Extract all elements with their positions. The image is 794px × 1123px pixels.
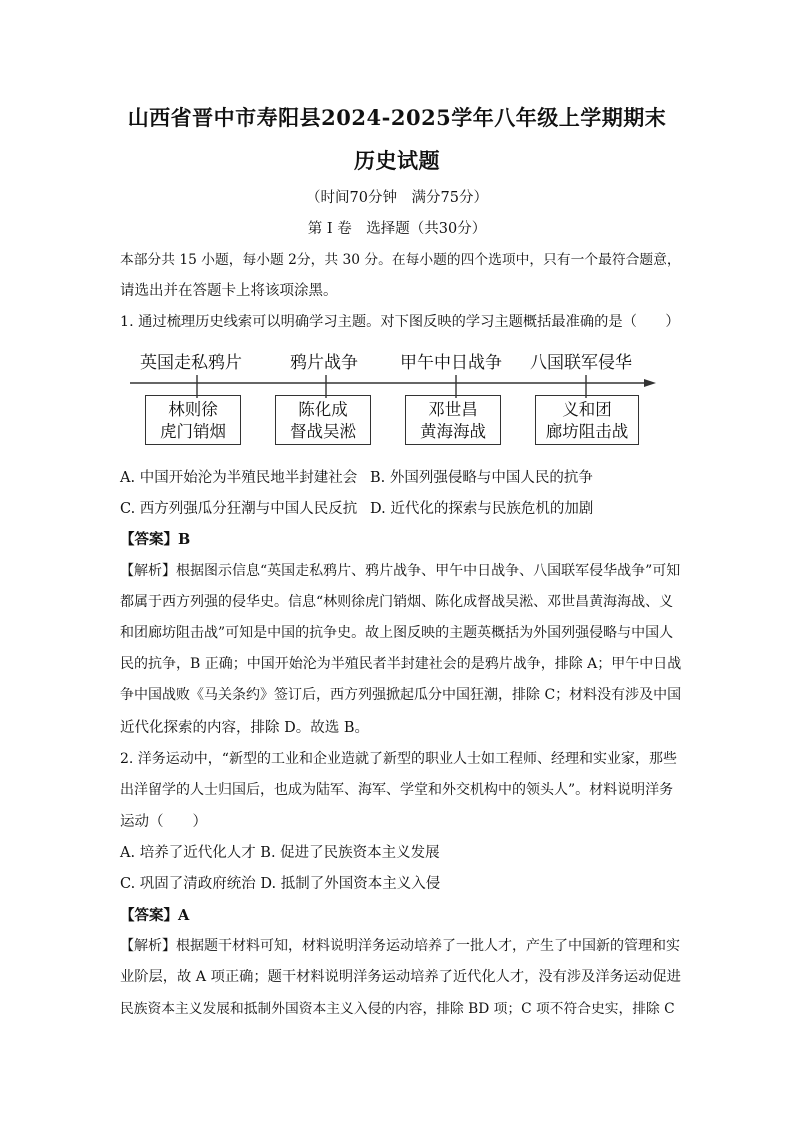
q1-analysis-line: 【解析】根据图示信息“英国走私鸦片、鸦片战争、甲午中日战争、八国联军侵华战争”可知 <box>120 563 681 579</box>
q2-options-ab: A. 培养了近代化人才 B. 促进了民族资本主义发展 <box>120 845 440 861</box>
q1-analysis-line: 都属于西方列强的侵华史。信息“林则徐虎门销烟、陈化成督战吴淞、邓世昌黄海海战、义 <box>120 594 674 610</box>
q1-answer: 【答案】B <box>120 531 191 548</box>
q2-analysis-line: 民族资本主义发展和抵制外国资本主义入侵的内容，排除 BD 项；C 项不符合史实，排除 C <box>120 1001 675 1017</box>
timeline-event: 英国走私鸦片 <box>140 353 242 373</box>
timeline-box <box>405 395 501 445</box>
timeline-box-event: 虎门销烟 <box>160 422 226 441</box>
timeline-event: 八国联军侵华 <box>530 353 632 373</box>
q2-answer: 【答案】A <box>120 907 190 924</box>
q2-stem-line: 运动（ ） <box>120 814 207 830</box>
timeline-arrow-icon <box>644 379 656 387</box>
q1-analysis-line: 和团廊坊阻击战”可知是中国的抗争史。故上图反映的主题英概括为外国列强侵略与中国人 <box>120 625 674 641</box>
q2-analysis-line: 业阶层，故 A 项正确；题干材料说明洋务运动培养了近代化人才，没有涉及洋务运动促进 <box>120 969 681 985</box>
timeline-box-person: 邓世昌 <box>428 400 478 419</box>
timeline-event: 鸦片战争 <box>290 353 358 373</box>
q1-options-row <box>120 497 593 518</box>
q2-analysis-line: 【解析】根据题干材料可知，材料说明洋务运动培养了一批人才，产生了中国新的管理和实 <box>120 938 680 954</box>
exam-title: 山西省晋中市寿阳县2024-2025学年八年级上学期期末 <box>127 105 667 130</box>
timeline-box-event: 督战吴淞 <box>290 422 356 441</box>
q1-option-c: C. 西方列强瓜分狂潮与中国人民反抗 <box>120 501 358 517</box>
q1-stem: 1. 通过梳理历史线索可以明确学习主题。对下图反映的学习主题概括最准确的是（ ） <box>120 314 680 330</box>
exam-subject: 历史试题 <box>354 148 440 173</box>
q1-option-b: B. 外国列强侵略与中国人民的抗争 <box>370 470 593 486</box>
q1-analysis-line: 近代化探索的内容，排除 D。故选 B。 <box>120 720 369 736</box>
timeline-box <box>275 395 371 445</box>
timeline-box-person: 义和团 <box>562 400 612 419</box>
q2-stem-line: 出洋留学的人士归国后，也成为陆军、海军、学堂和外交机构中的领头人”。材料说明洋务 <box>120 782 674 798</box>
q2-stem-line: 2. 洋务运动中，“新型的工业和企业造就了新型的职业人士如工程师、经理和实业家，那些 <box>120 751 677 767</box>
timeline-box-event: 廊坊阻击战 <box>545 422 629 441</box>
instruction-line: 请选出并在答题卡上将该项涂黑。 <box>120 283 338 299</box>
q1-option-d: D. 近代化的探索与民族危机的加剧 <box>370 501 594 517</box>
section-heading: 第 I 卷 选择题（共30分） <box>307 221 487 237</box>
timeline-box-person: 陈化成 <box>298 400 348 419</box>
q2-options-cd: C. 巩固了清政府统治 D. 抵制了外国资本主义入侵 <box>120 876 441 892</box>
timeline-box <box>145 395 241 445</box>
instruction-line: 本部分共 15 小题，每小题 2分，共 30 分。在每小题的四个选项中，只有一个最符合题意， <box>120 252 681 268</box>
timeline-event: 甲午中日战争 <box>400 353 502 373</box>
q1-analysis-line: 争中国战败《马关条约》签订后，西方列强掀起瓜分中国狂潮，排除 C；材料没有涉及中国 <box>120 687 682 703</box>
timeline-box-event: 黄海海战 <box>420 422 486 441</box>
q1-options-row <box>120 466 593 487</box>
q1-analysis-line: 民的抗争，B 正确；中国开始沦为半殖民者半封建社会的是鸦片战争，排除 A；甲午中日战 <box>120 656 682 672</box>
time-info: （时间70分钟 满分75分） <box>306 190 488 206</box>
timeline-box <box>535 395 639 445</box>
q1-option-a: A. 中国开始沦为半殖民地半封建社会 <box>120 470 358 486</box>
timeline-box-person: 林则徐 <box>168 400 218 419</box>
